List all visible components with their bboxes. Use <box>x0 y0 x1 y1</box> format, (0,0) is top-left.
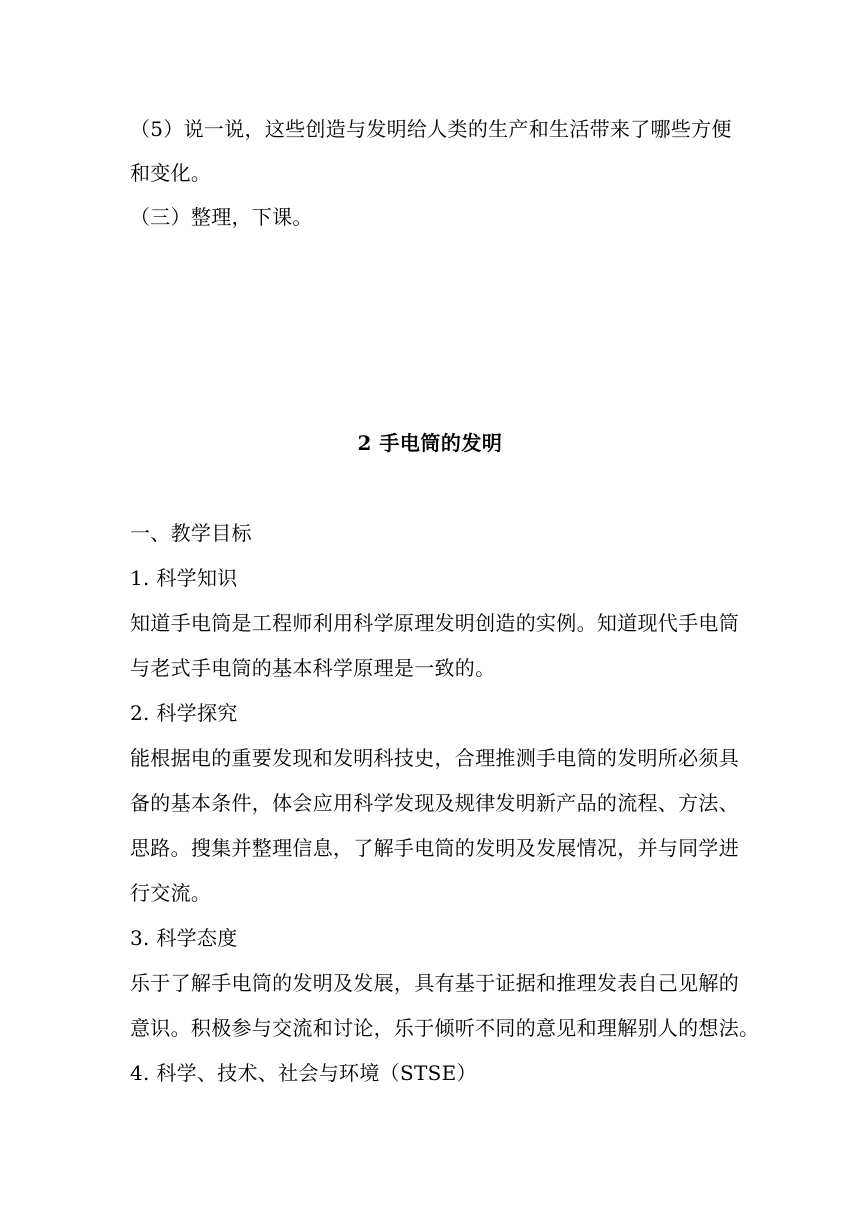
objectives-heading: 一、教学目标 <box>130 521 252 545</box>
item5-text-line2: 和变化。 <box>130 161 212 185</box>
inquiry-heading: 2. 科学探究 <box>130 701 238 725</box>
inquiry-line: 备的基本条件，体会应用科学发现及规律发明新产品的流程、方法、 <box>130 791 739 815</box>
wrap-up-text: （三）整理，下课。 <box>130 205 313 229</box>
inquiry-line: 行交流。 <box>130 881 212 905</box>
attitude-line: 乐于了解手电筒的发明及发展，具有基于证据和推理发表自己见解的 <box>130 971 739 995</box>
inquiry-line: 能根据电的重要发现和发明科技史，合理推测手电筒的发明所必须具 <box>130 746 739 770</box>
stse-heading: 4. 科学、技术、社会与环境（STSE） <box>130 1061 477 1085</box>
item5-text-line1: （5）说一说，这些创造与发明给人类的生产和生活带来了哪些方便 <box>130 117 732 141</box>
attitude-heading: 3. 科学态度 <box>130 926 238 950</box>
knowledge-line: 知道手电筒是工程师利用科学原理发明创造的实例。知道现代手电筒 <box>130 611 739 635</box>
knowledge-heading: 1. 科学知识 <box>130 566 238 590</box>
lesson-title: 2 手电筒的发明 <box>357 431 503 455</box>
attitude-line: 意识。积极参与交流和讨论，乐于倾听不同的意见和理解别人的想法。 <box>130 1016 760 1040</box>
inquiry-line: 思路。搜集并整理信息，了解手电筒的发明及发展情况，并与同学进 <box>130 836 739 860</box>
knowledge-line: 与老式手电筒的基本科学原理是一致的。 <box>130 656 496 680</box>
